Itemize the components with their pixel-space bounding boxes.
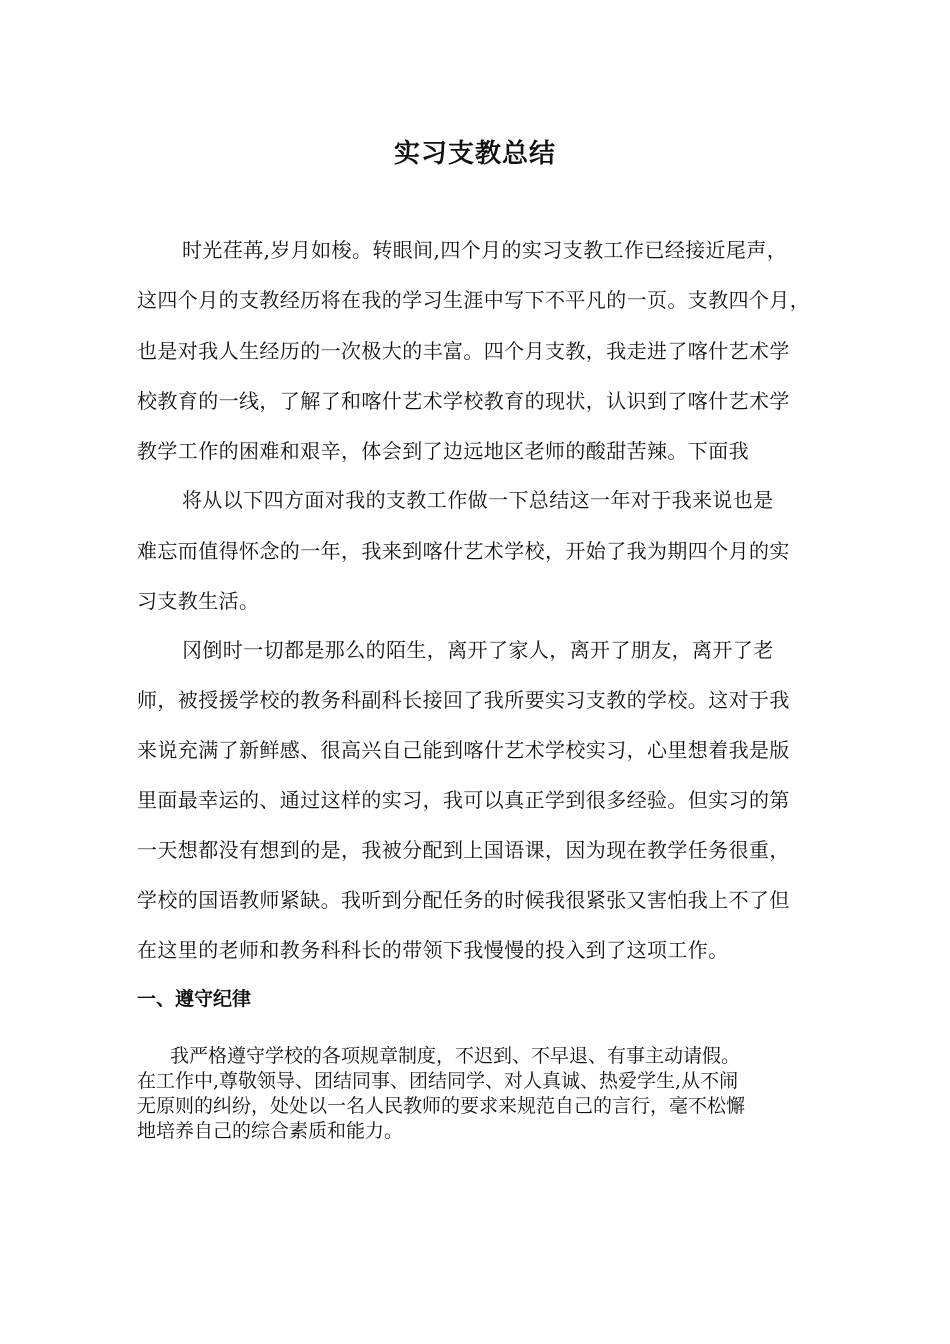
body-line: 冈倒时一切都是那么的陌生，离开了家人，离开了朋友，离开了老 bbox=[182, 638, 774, 662]
document-title: 实习支教总结 bbox=[393, 139, 556, 169]
body-line: 学校的国语教师紧缺。我听到分配任务的时候我很紧张又害怕我上不了但 bbox=[137, 888, 790, 912]
body-line: 师，被授援学校的教务科副科长接回了我所要实习支教的学校。这对于我 bbox=[137, 688, 790, 712]
section-heading: 一、遵守纪律 bbox=[137, 988, 252, 1010]
body-line: 校教育的一线，了解了和喀什艺术学校教育的现状，认识到了喀什艺术学 bbox=[137, 389, 790, 413]
body-line: 也是对我人生经历的一次极大的丰富。四个月支教，我走进了喀什艺术学 bbox=[137, 339, 790, 363]
body-line: 习支教生活。 bbox=[137, 589, 260, 613]
body-line: 难忘而值得怀念的一年，我来到喀什艺术学校，开始了我为期四个月的实 bbox=[137, 539, 790, 563]
body-line: 教学工作的困难和艰辛，体会到了边远地区老师的酸甜苦辣。下面我 bbox=[137, 439, 749, 463]
section-line: 在工作中,尊敬领导、团结同事、团结同学、对人真诚、热爱学生,从不闹 bbox=[137, 1070, 739, 1092]
body-line: 将从以下四方面对我的支教工作做一下总结这一年对于我来说也是 bbox=[182, 488, 774, 512]
body-line: 时光荏苒,岁月如梭。转眼间,四个月的实习支教工作已经接近尾声， bbox=[182, 238, 788, 262]
section-line: 无原则的纠纷，处处以一名人民教师的要求来规范自己的言行，毫不松懈 bbox=[137, 1095, 746, 1117]
body-line: 来说充满了新鲜感、很高兴自己能到喀什艺术学校实习，心里想着我是版 bbox=[137, 738, 790, 762]
section-line: 我严格遵守学校的各项规章制度，不迟到、不早退、有事主动请假。 bbox=[170, 1045, 741, 1067]
body-line: 里面最幸运的、通过这样的实习，我可以真正学到很多经验。但实习的第 bbox=[137, 788, 790, 812]
body-line: 在这里的老师和教务科科长的带领下我慢慢的投入到了这项工作。 bbox=[137, 938, 729, 962]
section-line: 地培养自己的综合素质和能力。 bbox=[137, 1120, 404, 1142]
body-line: 这四个月的支教经历将在我的学习生涯中写下不平凡的一页。支教四个月， bbox=[137, 288, 811, 312]
body-line: 一天想都没有想到的是，我被分配到上国语课，因为现在教学任务很重， bbox=[137, 838, 790, 862]
